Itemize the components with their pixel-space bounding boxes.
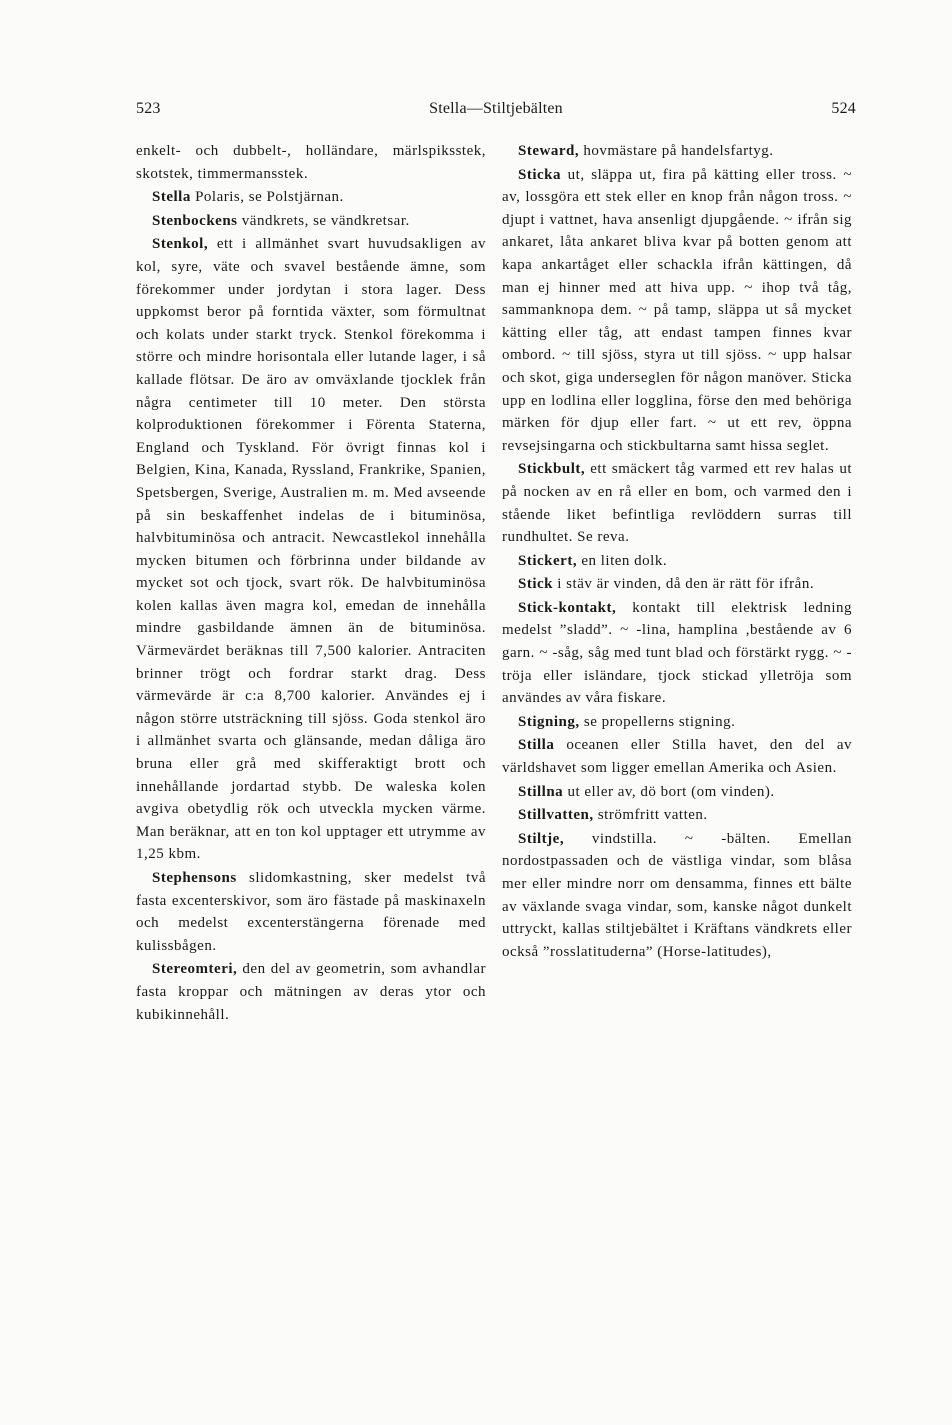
headword: Stilla: [518, 737, 555, 754]
entry: [136, 233, 486, 866]
entry: [502, 804, 852, 827]
entry-text: ett i allmänhet svart huvudsakligen av kol, syre, väte och svavel bestående ämne, som förekommer under jordytan i stora lager. Dess uppkomst beror på forntida växter, som förmultnat och kolats under starkt tryck. Stenkol förekomma i större och mindre horisontala eller lutande lager, i så kallade flötsar. De äro av omväxlande tjocklek från några centimeter till 10 meter. Den största kolproduktionen förekommer i Förenta Staterna, England och Tyskland. För övrigt finnas kol i Belgien, Kina, Kanada, Ryssland, Frankrike, Spanien, Spetsbergen, Sverige, Australien m. m. Med avseende på sin beskaffenhet indelas de i bituminösa, halvbituminösa och antracit. Newcastlekol innehålla mycken bitumen och förbrinna under bildande av mycket sot och tjock, svart rök. De halvbituminösa kolen kallas även magra kol, emedan de innehålla mindre gasbildande ämnen än de bituminösa. Värmevärdet beräknas till 7,500 kalorier. Antraciten brinner trögt och fordrar starkt drag. Dess värmevärde är c:a 8,700 kalorier. Användes ej i någon större utsträckning till sjöss. Goda stenkol äro i allmänhet svarta och glänsande, medan dåliga äro bruna eller grå med skifferaktigt brott och innehållande jordartad stybb. De waleska kolen avgiva obetydlig rök och utveckla mycken värme. Man beräknar, att en ton kol upptager ett utrymme av 1,25 kbm.: [136, 236, 486, 863]
headword: Stenkol,: [152, 236, 209, 253]
headword: Stigning,: [518, 713, 580, 730]
entry-text: strömfritt vatten.: [593, 807, 708, 824]
headword: Sticka: [518, 166, 562, 183]
entry: [502, 140, 852, 163]
headword: Stenbockens: [152, 212, 238, 229]
entry: [136, 140, 486, 185]
page-number-left: 523: [136, 100, 161, 117]
headword: Stickert,: [518, 552, 578, 569]
entry: [502, 711, 852, 734]
entry: [502, 597, 852, 710]
page-number-right: 524: [831, 100, 856, 117]
entry: [502, 550, 852, 573]
headword: Stella: [152, 189, 191, 206]
headword: Stiltje,: [518, 830, 565, 847]
headword: Stephensons: [152, 870, 237, 886]
running-title: Stella—Stiltjebälten: [429, 100, 563, 117]
entry-text: hovmästare på handelsfartyg.: [579, 143, 774, 159]
entry-text: slidomkastning, sker medelst två fasta excenterskivor, som äro fästade på maskinaxeln och medelst excenterstängerna förenade med kulissbågen.: [136, 870, 486, 954]
entry-text: ut eller av, dö bort (om vinden).: [563, 783, 775, 800]
entry: [136, 186, 486, 209]
entry: [136, 867, 486, 957]
entry: [502, 573, 852, 596]
headword: Stillvatten,: [518, 807, 594, 824]
entry: [502, 734, 852, 779]
entry: [136, 958, 486, 1026]
entry-text: vindstilla. ~ -bälten. Emellan nordostpassaden och de västliga vindar, som blåsa mer eller mindre norr om densamma, finnes ett bälte av växlande svaga vindar, som, kanske något dunkelt uttryckt, kallas stiltjebältet i Kräftans vändkrets eller också ”rosslatituderna” (Horse-latitudes),: [502, 830, 852, 960]
right-column: [502, 140, 852, 964]
entry-text: se propellerns stigning.: [579, 713, 736, 730]
headword: Stickbult,: [518, 461, 586, 478]
entry-text: Polaris, se Polstjärnan.: [190, 189, 344, 206]
entry-text: vändkrets, se vändkretsar.: [237, 212, 410, 229]
headword: Steward,: [518, 143, 580, 159]
entry: [502, 781, 852, 804]
entry-text: ut, släppa ut, fira på kätting eller tross. ~ av, lossgöra ett stek eller en knop från någon tross. ~ djupt i vattnet, hava ansenligt djupgående. ~ ifrån sig ankaret, låta ankaret bliva kvar på botten genom att kapa ankartåget eller schackla ifrån kättingen, då man ej hinner med att hiva upp. ~ ihop två tåg, sammanknopa dem. ~ på tamp, släppa ut så mycket kätting eller tåg, att endast tampen finnes kvar ombord. ~ till sjöss, styra ut till sjöss. ~ upp halsar och skot, giga underseglen för någon manöver. Sticka upp en lodlina eller logglina, förse den med behöriga märken för djup eller fart. ~ ut ett rev, öppna revsejsingarna och stickbultarna samt hissa seglet.: [502, 166, 852, 454]
entry: [502, 828, 852, 964]
entry-text: enkelt- och dubbelt-, holländare, märlspiksstek, skotstek, timmermansstek.: [136, 143, 486, 182]
entry-text: ett smäckert tåg varmed ett rev halas ut på nocken av en rå eller en bom, och varmed den i stående liket befintliga revlöddern surras till rundhultet. Se reva.: [502, 461, 852, 546]
left-column: [136, 140, 486, 1027]
entry-text: oceanen eller Stilla havet, den del av världshavet som ligger emellan Amerika och Asien.: [502, 737, 852, 777]
entry: [136, 210, 486, 233]
headword: Stick: [518, 576, 554, 593]
entry: [502, 164, 852, 458]
entry-text: den del av geometrin, som avhandlar fasta kroppar och mätningen av deras ytor och kubikinnehåll.: [136, 961, 486, 1023]
headword: Stillna: [518, 783, 564, 800]
entry-text: kontakt till elektrisk ledning medelst ”sladd”. ~ -lina, hamplina ,bestående av 6 garn. ~ -såg, såg med tunt blad och förstärkt rygg. ~ -tröja eller isländare, tjock stickad ylletröja som användes av våra fiskare.: [502, 599, 852, 707]
headword: Stick-kontakt,: [518, 599, 617, 616]
entry: [502, 458, 852, 548]
running-head: [136, 100, 856, 124]
headword: Stereomteri,: [152, 961, 238, 978]
entry-text: i stäv är vinden, då den är rätt för ifrån.: [553, 576, 815, 593]
entry-text: en liten dolk.: [577, 552, 668, 569]
